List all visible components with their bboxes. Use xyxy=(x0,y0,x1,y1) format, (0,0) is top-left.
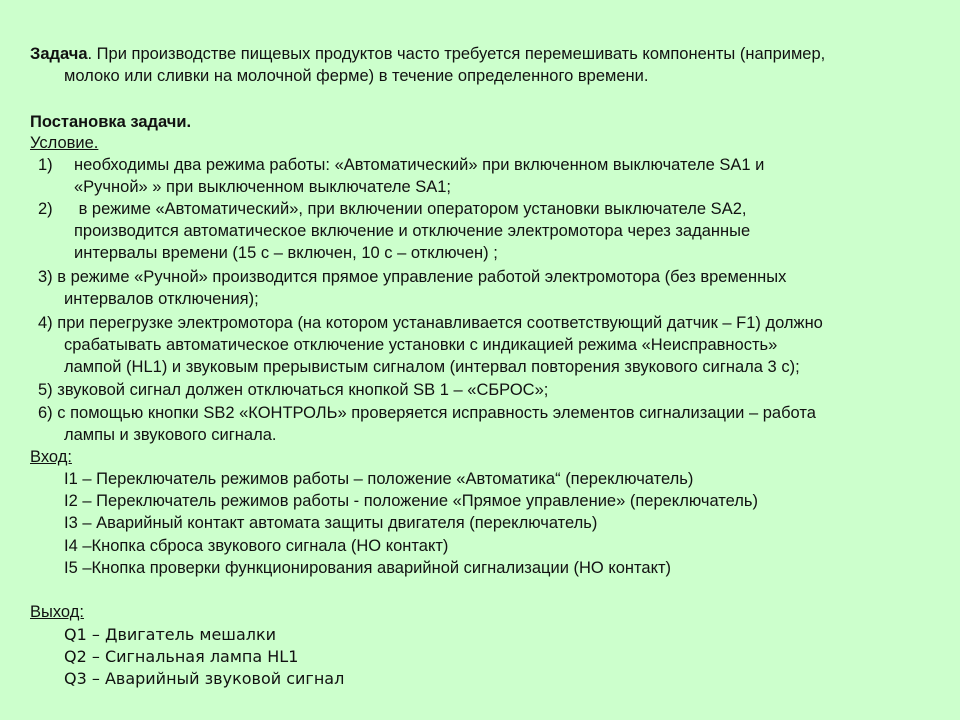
task-text-1: . При производстве пищевых продуктов часто требуется перемешивать компоненты (например, xyxy=(87,45,826,63)
task-text-2: молоко или сливки на молочной ферме) в течение определенного времени. xyxy=(64,67,649,85)
item-2-number: 2) xyxy=(38,200,53,218)
input-i2: I2 – Переключатель режимов работы - положение «Прямое управление» (переключатель) xyxy=(64,492,758,510)
task-line-1 xyxy=(30,44,825,64)
input-i1: I1 – Переключатель режимов работы – положение «Автоматика“ (переключатель) xyxy=(64,470,694,488)
condition-label: Условие. xyxy=(30,134,99,152)
item-5-line-1: 5) звуковой сигнал должен отключаться кнопкой SB 1 – «СБРОС»; xyxy=(38,381,549,399)
output-q2: Q2 – Сигнальная лампа HL1 xyxy=(64,647,299,666)
task-label: Задача xyxy=(30,45,88,63)
output-q3: Q3 – Аварийный звуковой сигнал xyxy=(64,669,345,688)
item-2-line-1: в режиме «Автоматический», при включении оператором установки выключателе SA2, xyxy=(74,200,747,218)
item-6-line-2: лампы и звукового сигнала. xyxy=(64,426,277,444)
problem-heading: Постановка задачи. xyxy=(30,113,192,131)
item-1-number: 1) xyxy=(38,156,53,174)
item-6-line-1: 6) с помощью кнопки SB2 «КОНТРОЛЬ» проверяется исправность элементов сигнализации – работа xyxy=(38,404,816,422)
inputs-label: Вход: xyxy=(30,448,72,466)
input-i5: I5 –Кнопка проверки функционирования аварийной сигнализации (НО контакт) xyxy=(64,559,672,577)
item-4-line-1: 4) при перегрузке электромотора (на котором устанавливается соответствующий датчик – F1) должно xyxy=(38,314,823,332)
input-i4: I4 –Кнопка сброса звукового сигнала (НО контакт) xyxy=(64,537,449,555)
item-1-line-2: «Ручной» » при выключенном выключателе SA1; xyxy=(74,178,451,196)
item-3-line-1: 3) в режиме «Ручной» производится прямое управление работой электромотора (без временных xyxy=(38,268,787,286)
input-i3: I3 – Аварийный контакт автомата защиты двигателя (переключатель) xyxy=(64,514,598,532)
item-2-line-2: производится автоматическое включение и отключение электромотора через заданные xyxy=(74,222,751,240)
item-2-line-3: интервалы времени (15 с – включен, 10 с – отключен) ; xyxy=(74,244,498,262)
item-3-line-2: интервалов отключения); xyxy=(64,290,259,308)
outputs-label: Выход: xyxy=(30,603,84,621)
item-1-line-1: необходимы два режима работы: «Автоматический» при включенном выключателе SA1 и xyxy=(74,156,765,174)
item-4-line-2: срабатывать автоматическое отключение установки с индикацией режима «Неисправность» xyxy=(64,336,778,354)
item-4-line-3: лампой (HL1) и звуковым прерывистым сигналом (интервал повторения звукового сигнала 3 с); xyxy=(64,358,800,376)
output-q1: Q1 – Двигатель мешалки xyxy=(64,625,277,644)
